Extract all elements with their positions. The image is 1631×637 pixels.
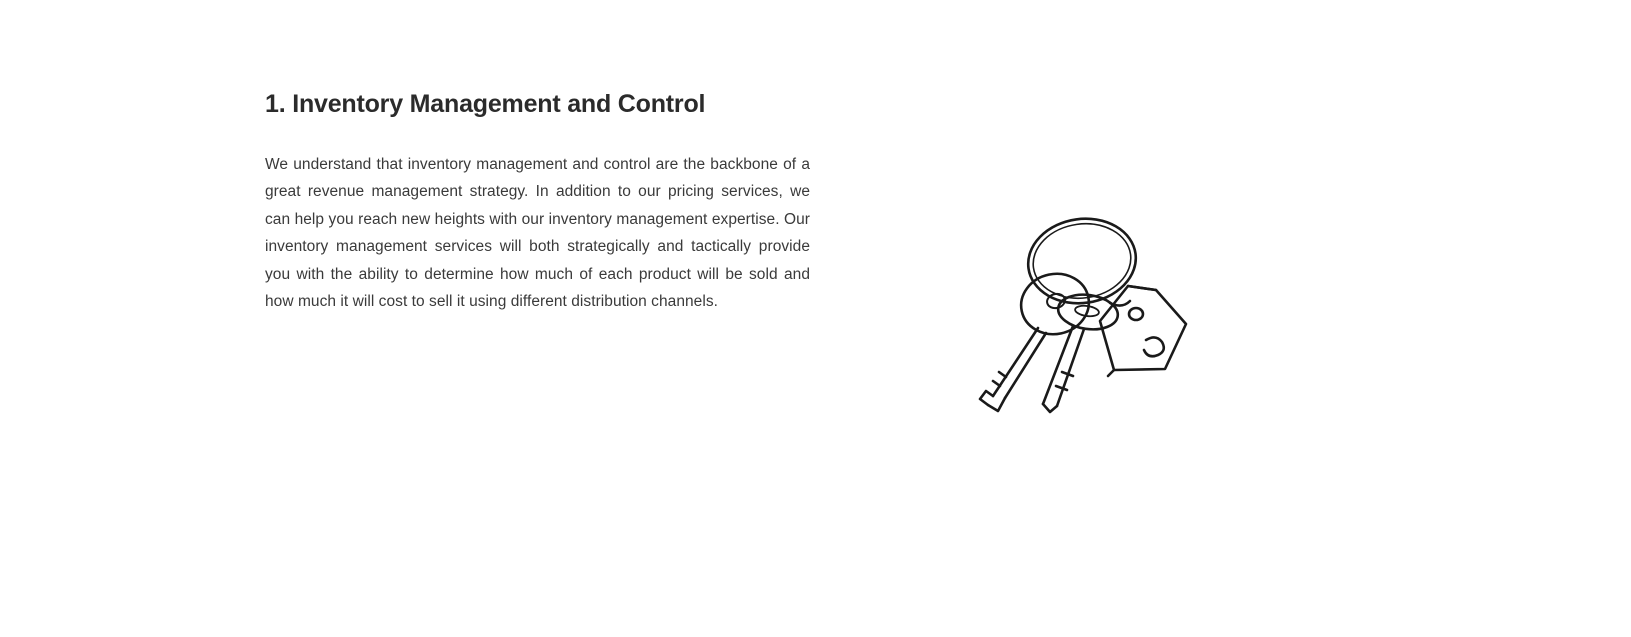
page-title: 1. Inventory Management and Control [265,90,706,118]
key-left-shape [980,268,1094,411]
house-keychain-shape [1100,286,1186,376]
keychain-connector-shape [1110,301,1130,306]
content-block [265,88,810,316]
section-body-text: We understand that inventory management and control are the backbone of a great revenue management strategy. In addition to our pricing services, we can help you reach new heights with our inventory management expertise. Our inventory management services will both strategically and tactically provide you with the ability to determine how much of each product will be sold and how much it will cost to sell it using different distribution channels. [265,155,810,310]
keys-illustration [960,200,1250,460]
